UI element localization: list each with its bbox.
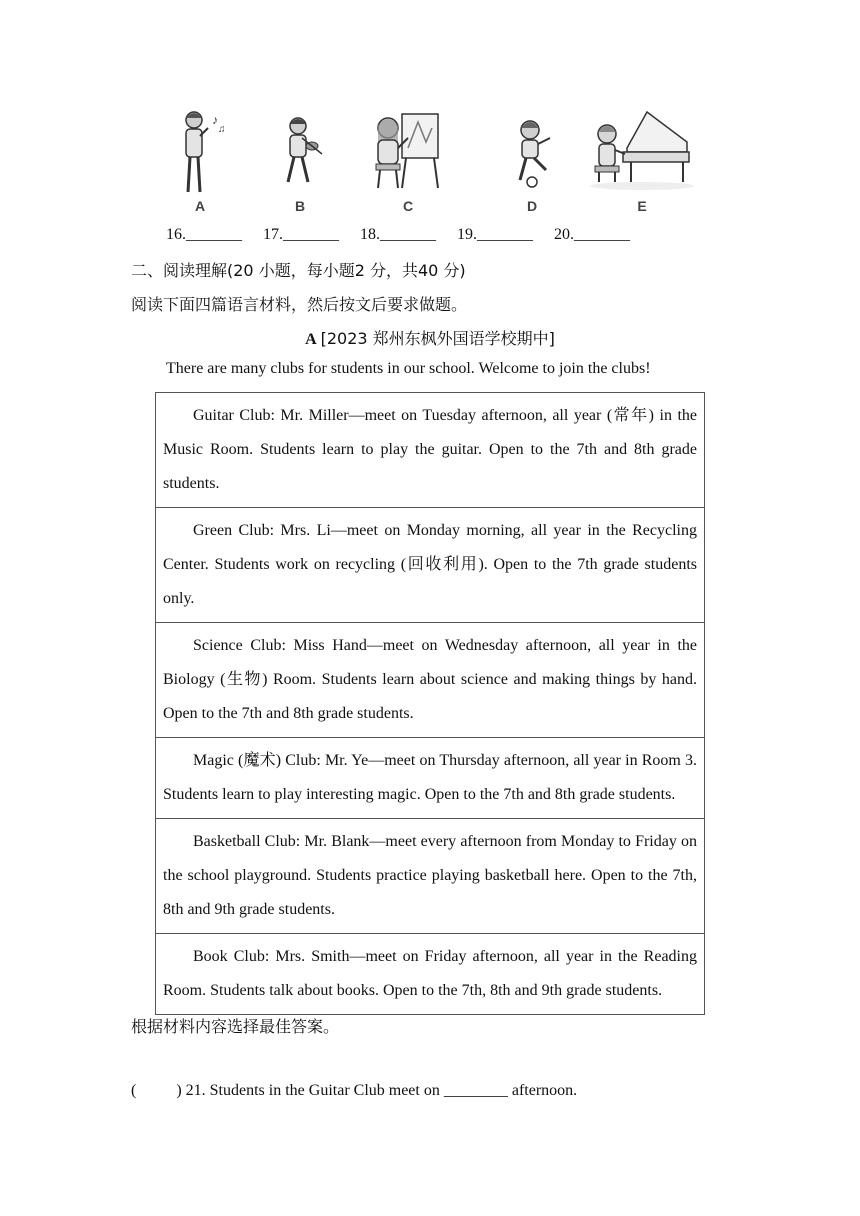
figure-d: [482, 108, 582, 218]
svg-text:♫: ♫: [218, 124, 226, 135]
girl-piano-icon: [587, 108, 697, 196]
figure-letter: C: [402, 198, 414, 214]
table-row: [156, 934, 705, 1015]
club-science: Science Club: Miss Hand—meet on Wednesday afternoon, all year in the Biology (生物) Room. Students learn about science and making things by hand. Open to the 7th and 8th grade students.: [156, 623, 705, 738]
table-row: [156, 393, 705, 508]
answer-blank[interactable]: 16._______: [166, 226, 242, 243]
passage-intro: There are many clubs for students in our school. Welcome to join the clubs!: [166, 360, 651, 377]
table-row: [156, 623, 705, 738]
boy-singing-icon: [170, 108, 230, 196]
instruction-text: 阅读下面四篇语言材料，然后按文后要求做题。: [131, 295, 468, 314]
figure-c: [358, 108, 458, 218]
figure-letter: A: [194, 198, 206, 214]
figure-letter: D: [526, 198, 538, 214]
answer-blank[interactable]: 20._______: [554, 226, 630, 243]
question-21: [131, 1082, 577, 1100]
club-basketball: Basketball Club: Mr. Blank—meet every afternoon from Monday to Friday on the school playground. Students practice playing basketball here. Open to the 7th, 8th and 9th grade students.: [156, 819, 705, 934]
answer-blank[interactable]: 17._______: [263, 226, 339, 243]
club-green: Green Club: Mrs. Li—meet on Monday morning, all year in the Recycling Center. Students work on recycling (回收利用). Open to the 7th grade students only.: [156, 508, 705, 623]
girl-painting-icon: [368, 108, 448, 196]
passage-heading: [0, 326, 860, 349]
answer-blank[interactable]: 19._______: [457, 226, 533, 243]
answer-blanks: [166, 226, 647, 244]
figure-b: [250, 108, 350, 218]
boy-soccer-icon: [502, 108, 562, 196]
answer-blank[interactable]: 18._______: [360, 226, 436, 243]
answer-bracket[interactable]: ( ): [131, 1082, 182, 1099]
question-text: 21. Students in the Guitar Club meet on ________ afternoon.: [185, 1082, 578, 1099]
club-book: Book Club: Mrs. Smith—meet on Friday afternoon, all year in the Reading Room. Students talk about books. Open to the 7th, 8th and 9th grade students.: [156, 934, 705, 1015]
figure-a: [150, 108, 250, 218]
svg-text:♪: ♪: [212, 113, 218, 127]
passage-label: A: [305, 331, 317, 348]
boy-violin-icon: [270, 108, 330, 196]
table-row: [156, 738, 705, 819]
club-guitar: Guitar Club: Mr. Miller—meet on Tuesday afternoon, all year (常年) in the Music Room. Students learn to play the guitar. Open to the 7th and 8th grade students.: [156, 393, 705, 508]
passage-source: [2023 郑州东枫外国语学校期中]: [320, 329, 555, 348]
table-row: [156, 819, 705, 934]
task-instruction: 根据材料内容选择最佳答案。: [131, 1017, 340, 1036]
picture-row: [150, 108, 710, 218]
table-row: [156, 508, 705, 623]
section-title: 二、阅读理解(20 小题，每小题2 分，共40 分): [131, 261, 466, 280]
figure-letter: E: [637, 198, 647, 214]
club-magic: Magic (魔术) Club: Mr. Ye—meet on Thursday afternoon, all year in Room 3. Students learn to play interesting magic. Open to the 7th and 8th grade students.: [156, 738, 705, 819]
figure-letter: B: [294, 198, 306, 214]
clubs-table: [155, 392, 705, 1015]
figure-e: [582, 108, 702, 218]
